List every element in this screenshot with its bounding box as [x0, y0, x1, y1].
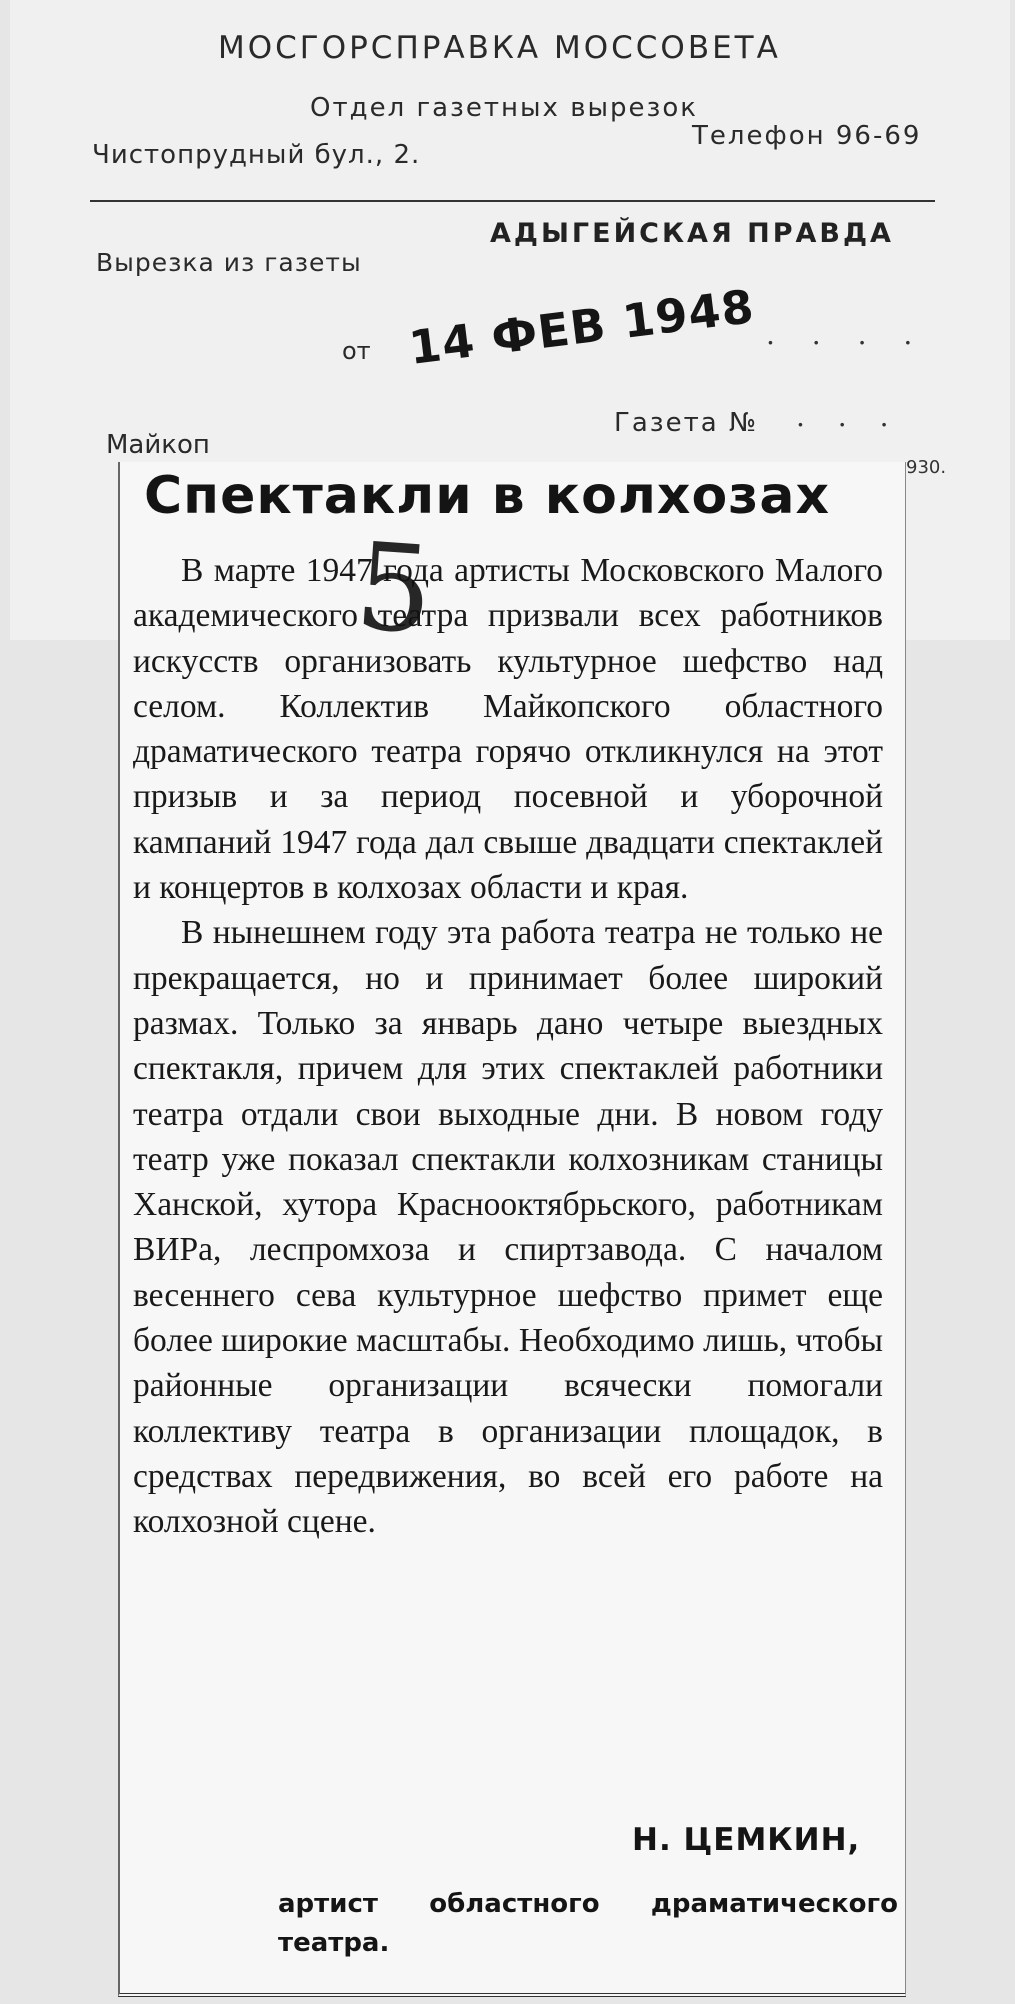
date-label: от [342, 337, 371, 365]
city-label: Майкоп [106, 430, 210, 460]
date-stamp: 14 ФЕВ 1948 [406, 279, 758, 375]
clipping-label: Вырезка из газеты [96, 248, 362, 277]
author-position-cont: театра. [278, 1928, 390, 1958]
article-paragraph: В марте 1947 года артисты Московского Малого академического театра призвали всех работников искусств организовать культурное шефство над селом. Коллектив Майкопского областного драматического театра горячо откликнулся на этот призыв и за период посевной и уборочной кампаний 1947 года дал свыше двадцати спектаклей и концертов в колхозах области и края. [133, 552, 883, 907]
author-position: артист областного драматического [278, 1889, 898, 1919]
date-dots: . . . . [766, 318, 927, 351]
department-name: Отдел газетных вырезок [310, 93, 698, 123]
gazeta-number-label: Газета № [614, 408, 758, 438]
gazeta-dots: . . . [796, 400, 901, 433]
article-headline: Спектакли в колхозах [144, 466, 831, 526]
phone: Телефон 96-69 [692, 121, 922, 151]
serial-number: 930. [906, 457, 947, 478]
newspaper-name: АДЫГЕЙСКАЯ ПРАВДА [490, 218, 894, 249]
handwritten-mark: 5 [351, 517, 438, 662]
address: Чистопрудный бул., 2. [92, 140, 421, 170]
article-body [133, 548, 883, 1545]
article-author: Н. ЦЕМКИН, [632, 1822, 861, 1858]
organization-name: МОСГОРСПРАВКА МОССОВЕТА [218, 30, 781, 66]
article-paragraph: В нынешнем году эта работа театра не только не прекращается, но и принимает более широкий размах. Только за январь дано четыре выездных спектакля, причем для этих спектаклей работники театра отдали свои выходные дни. В новом году театр уже показал спектакли колхозникам станицы Ханской, хутора Краснооктябрьского, работникам ВИРа, леспромхоза и спиртзавода. С началом весеннего сева культурное шефство примет еще более широкие масштабы. Необходимо лишь, чтобы районные организации всячески помогали коллективу театра в организации площадок, в средствах передвижения, во всей его работе на колхозной сцене. [133, 914, 883, 1541]
header-divider [90, 200, 935, 202]
